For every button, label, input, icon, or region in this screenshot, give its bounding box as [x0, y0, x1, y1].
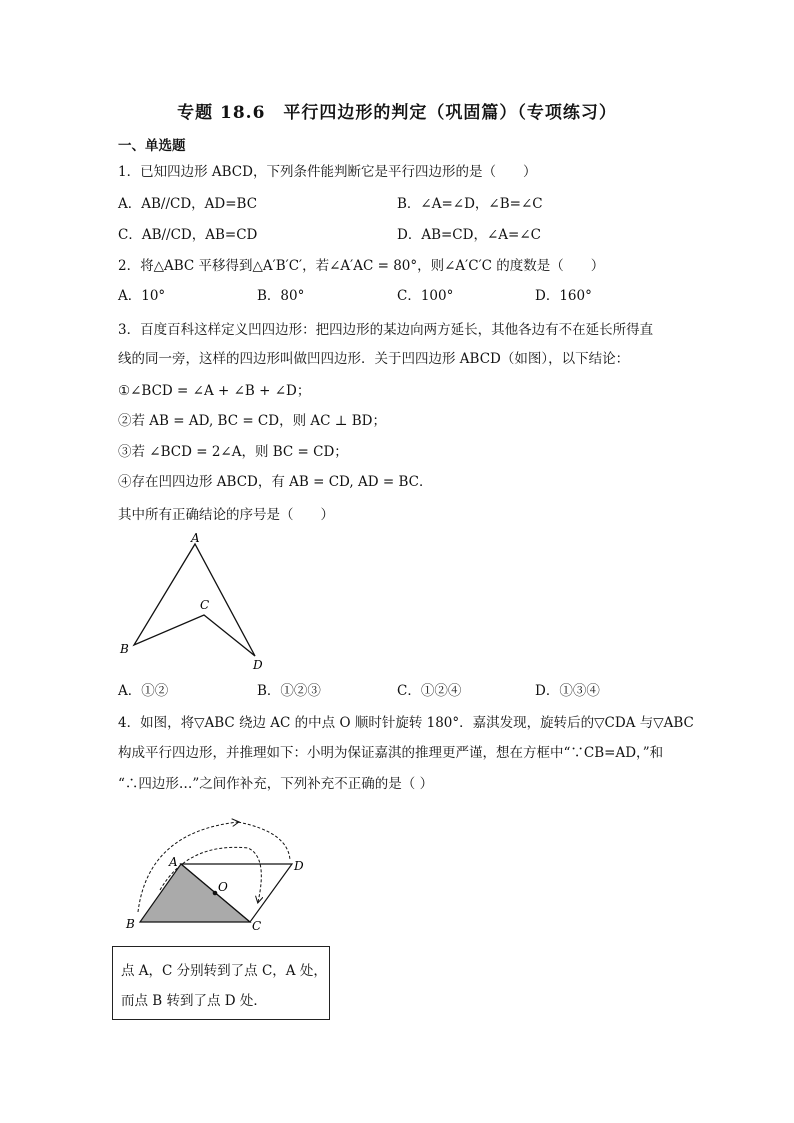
label-b: B [126, 917, 135, 931]
label-c: C [252, 919, 262, 933]
label-d: D [294, 859, 304, 873]
reasoning-box [112, 946, 330, 1020]
q3-statement-3: ③若 ∠BCD = 2∠A，则 BC = CD； [118, 444, 348, 460]
q1-option-d: D．AB=CD，∠A=∠C [397, 227, 541, 243]
q4-stem-line3: “∴四边形…”之间作补充，下列补充不正确的是（ ） [118, 776, 434, 792]
q3-ask: 其中所有正确结论的序号是（ ） [118, 507, 334, 523]
q3-stem-line1: 3．百度百科这样定义凹四边形：把四边形的某边向两方延长，其他各边有不在延长所得直 [118, 322, 654, 338]
q3-stem-line2: 线的同一旁，这样的四边形叫做凹四边形．关于凹四边形 ABCD（如图），以下结论： [118, 351, 630, 367]
q3-statement-1: ①∠BCD = ∠A + ∠B + ∠D； [118, 383, 311, 399]
q1-option-b: B．∠A=∠D，∠B=∠C [397, 196, 543, 212]
reasoning-line-1: 点 A，C 分别转到了点 C，A 处， [121, 963, 327, 979]
q2-option-d: D．160° [535, 288, 592, 304]
q3-option-b: B．①②③ [257, 683, 321, 699]
concave-quadrilateral-figure [112, 530, 272, 675]
q3-option-c: C．①②④ [397, 683, 462, 699]
q2-option-c: C．100° [397, 288, 454, 304]
midpoint-o [213, 891, 218, 896]
label-a: A [169, 855, 178, 869]
label-a: A [191, 531, 200, 545]
label-b: B [120, 642, 129, 656]
q2-option-b: B．80° [257, 288, 305, 304]
section-heading: 一、单选题 [118, 138, 186, 154]
label-o: O [218, 880, 228, 894]
q1-option-a: A．AB//CD，AD=BC [118, 196, 258, 212]
q2-stem: 2．将△ABC 平移得到△A′B′C′，若∠A′AC = 80°，则∠A′C′C 的度数是（ ） [118, 258, 605, 274]
q4-stem-line1: 4．如图，将▽ABC 绕边 AC 的中点 O 顺时针旋转 180°．嘉淇发现，旋转后的▽CDA 与▽ABC [118, 715, 694, 731]
outer-rotation-arc-end [238, 822, 290, 860]
q1-option-c: C．AB//CD，AB=CD [118, 227, 258, 243]
q3-option-d: D．①③④ [535, 683, 600, 699]
triangle-abc [140, 864, 250, 922]
q2-option-a: A．10° [118, 288, 166, 304]
q3-option-a: A．①② [118, 683, 169, 699]
quadrilateral-abcd [134, 544, 255, 656]
q3-statement-4: ④存在凹四边形 ABCD，有 AB = CD, AD = BC． [118, 474, 433, 490]
label-d: D [253, 658, 263, 672]
label-c: C [200, 598, 210, 612]
q4-stem-line2: 构成平行四边形，并推理如下：小明为保证嘉淇的推理更严谨，想在方框中“∵CB=AD，”和 [118, 745, 664, 761]
q1-stem: 1．已知四边形 ABCD，下列条件能判断它是平行四边形的是（ ） [118, 164, 537, 180]
page-title: 专题 18.6 平行四边形的判定（巩固篇）（专项练习） [177, 103, 617, 123]
rotation-figure [118, 812, 318, 937]
q3-statement-2: ②若 AB = AD, BC = CD，则 AC ⊥ BD； [118, 413, 386, 429]
reasoning-line-2: 而点 B 转到了点 D 处． [121, 993, 267, 1009]
